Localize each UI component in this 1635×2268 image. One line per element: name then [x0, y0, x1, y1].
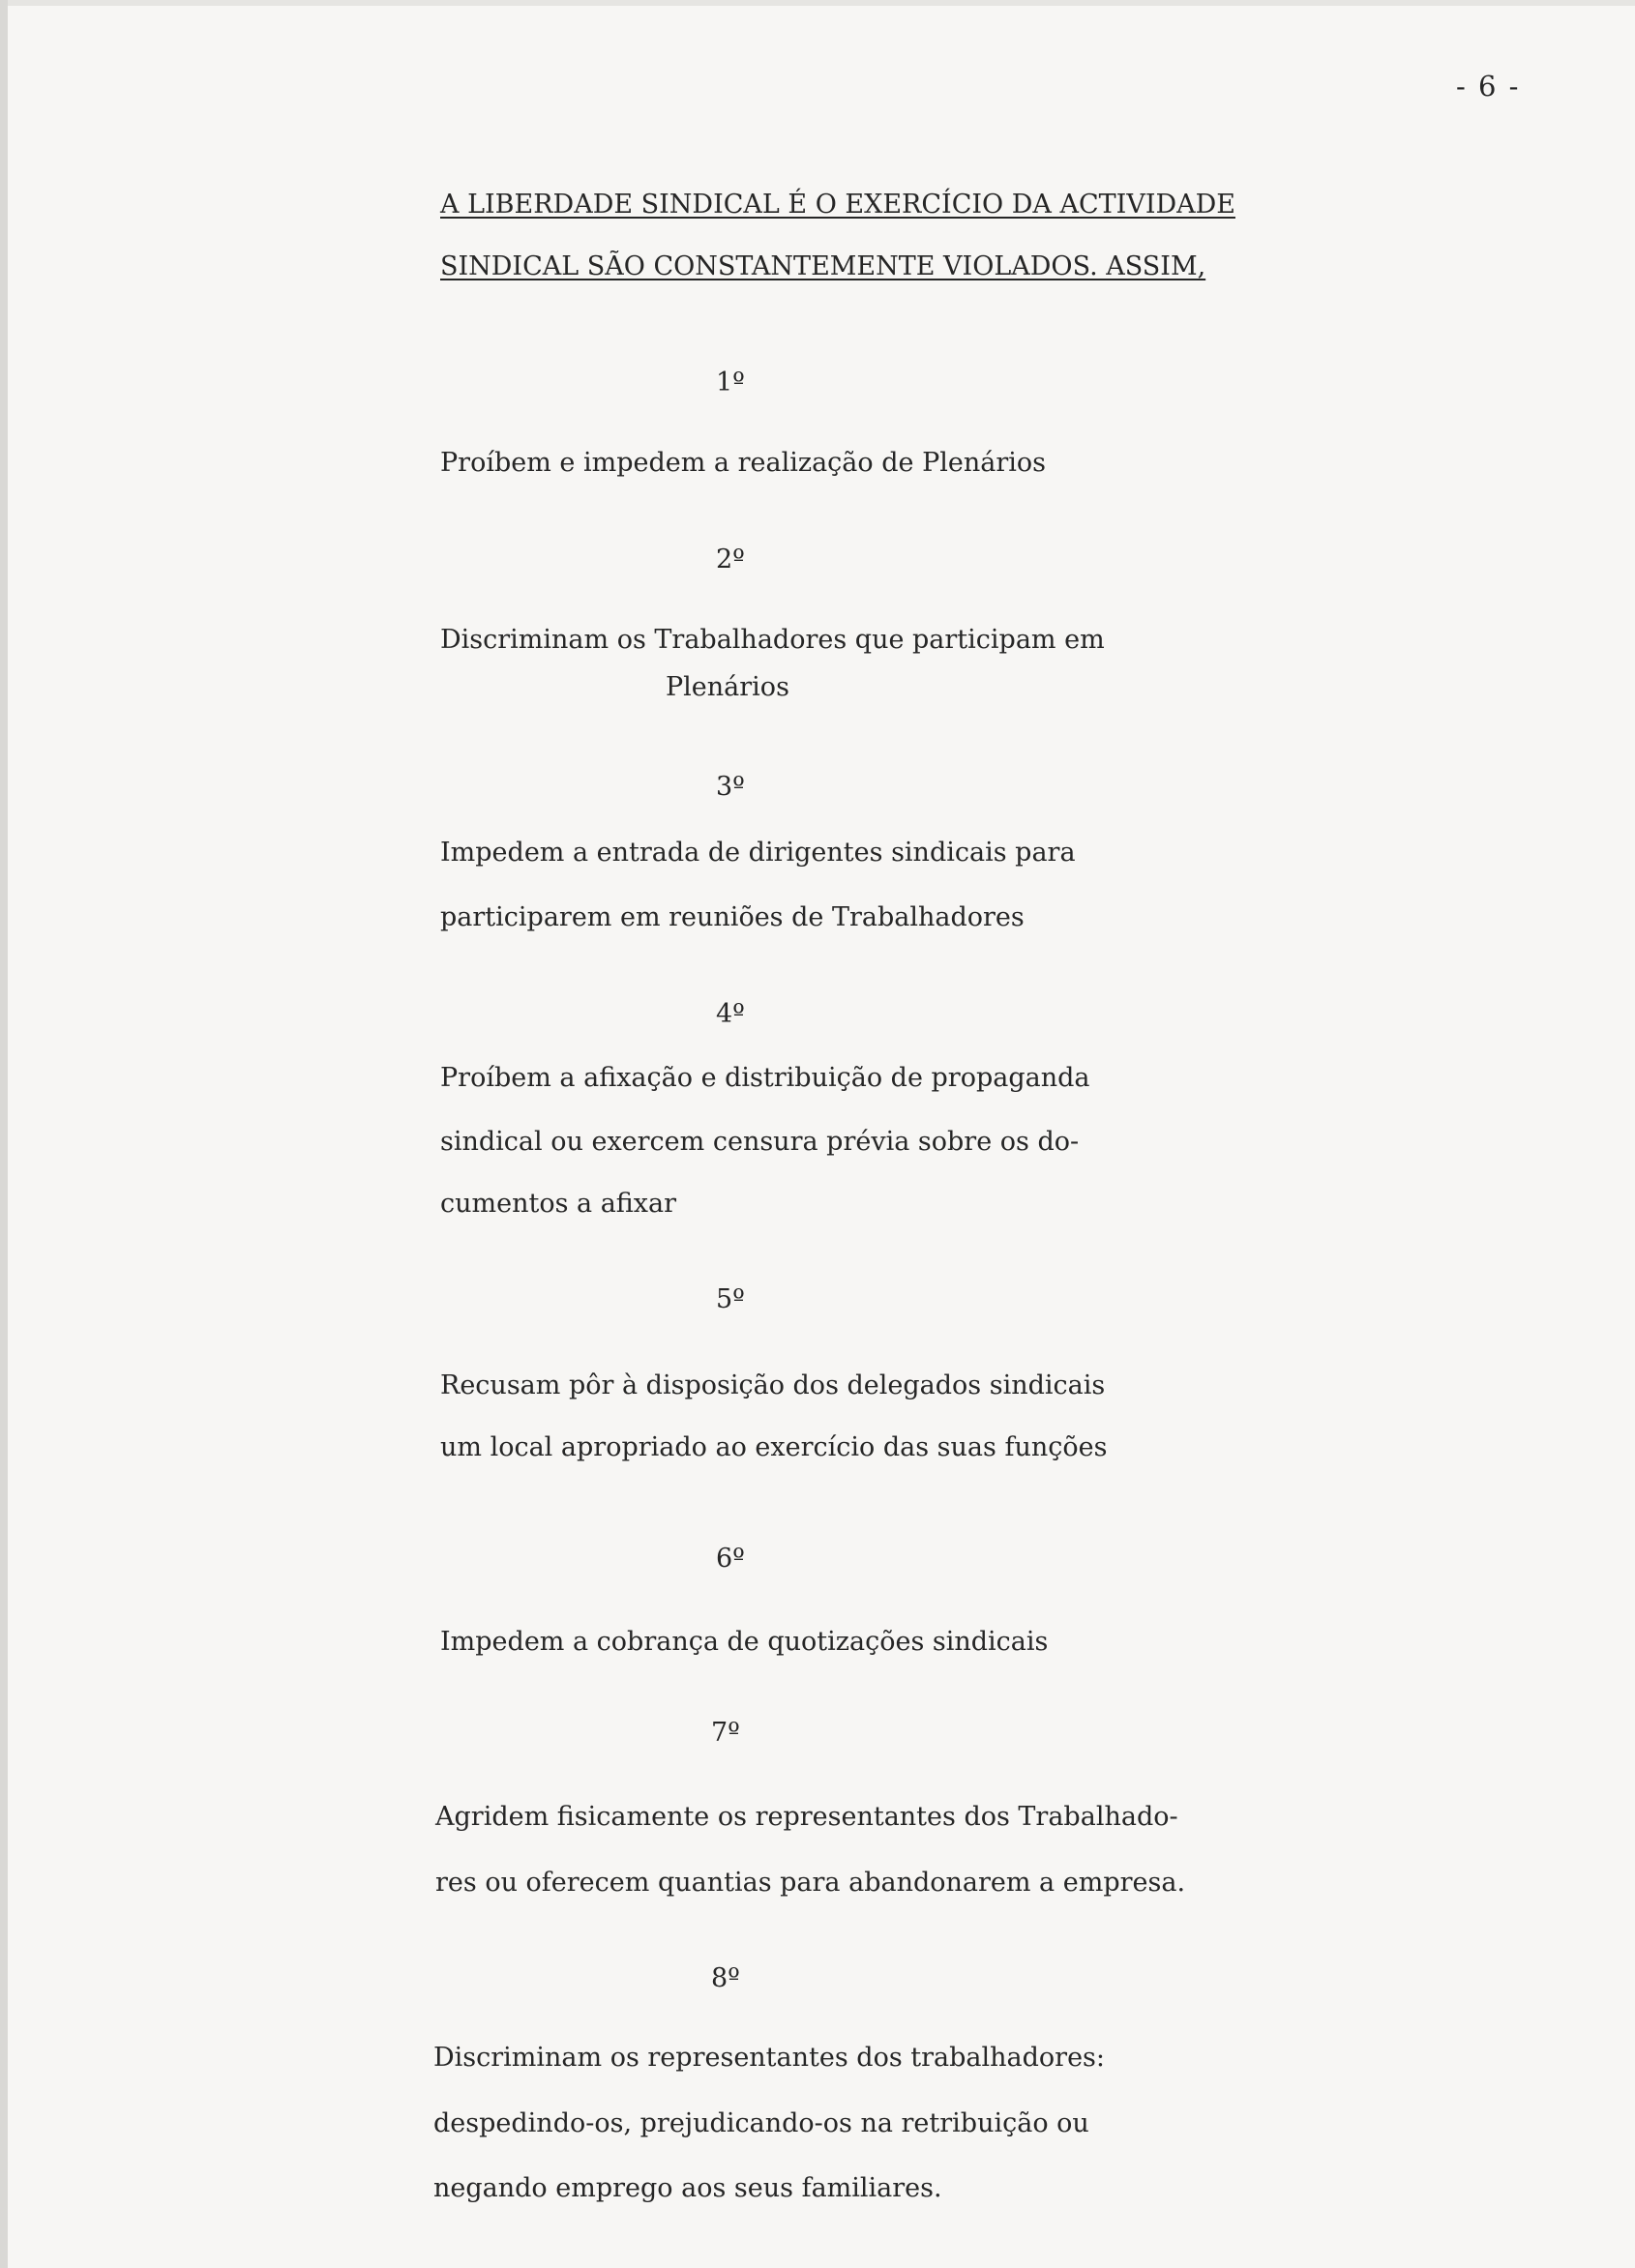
item-5-line-1: Recusam pôr à disposição dos delegados sindicais	[440, 1370, 1106, 1400]
item-number-5: 5º	[716, 1284, 745, 1314]
item-number-3: 3º	[716, 772, 745, 802]
item-8-line-1: Discriminam os representantes dos trabalhadores:	[433, 2043, 1105, 2073]
item-3-line-1: Impedem a entrada de dirigentes sindicais para	[440, 838, 1076, 868]
item-2-line-2: Plenários	[666, 672, 789, 702]
paper-edge-left	[0, 0, 8, 2268]
item-number-2: 2º	[716, 545, 745, 574]
item-4-line-3: cumentos a afixar	[440, 1189, 677, 1219]
item-number-4: 4º	[716, 999, 745, 1029]
item-8-line-2: despedindo-os, prejudicando-os na retribuição ou	[433, 2108, 1089, 2138]
item-7-line-1: Agridem fisicamente os representantes dos Trabalhado-	[435, 1802, 1178, 1832]
page-number: - 6 -	[1456, 70, 1521, 103]
item-7-line-2: res ou oferecem quantias para abandonarem a empresa.	[435, 1868, 1186, 1898]
item-number-7: 7º	[711, 1718, 740, 1748]
heading-line-1: A LIBERDADE SINDICAL É O EXERCÍCIO DA ACTIVIDADE	[440, 190, 1235, 220]
item-5-line-2: um local apropriado ao exercício das suas funções	[440, 1432, 1108, 1462]
item-4-line-2: sindical ou exercem censura prévia sobre os do-	[440, 1127, 1080, 1157]
paper-edge-top	[0, 0, 1635, 6]
item-4-line-1: Proíbem a afixação e distribuição de propaganda	[440, 1063, 1090, 1093]
item-6-line-1: Impedem a cobrança de quotizações sindicais	[440, 1627, 1049, 1657]
item-number-6: 6º	[716, 1544, 745, 1574]
item-2-line-1: Discriminam os Trabalhadores que participam em	[440, 625, 1105, 655]
item-number-8: 8º	[711, 1963, 740, 1993]
item-8-line-3: negando emprego aos seus familiares.	[433, 2173, 942, 2203]
item-number-1: 1º	[716, 368, 745, 398]
item-1-line-1: Proíbem e impedem a realização de Plenários	[440, 448, 1046, 478]
heading-line-2: SINDICAL SÃO CONSTANTEMENTE VIOLADOS. ASSIM,	[440, 251, 1206, 281]
item-3-line-2: participarem em reuniões de Trabalhadores	[440, 902, 1025, 932]
